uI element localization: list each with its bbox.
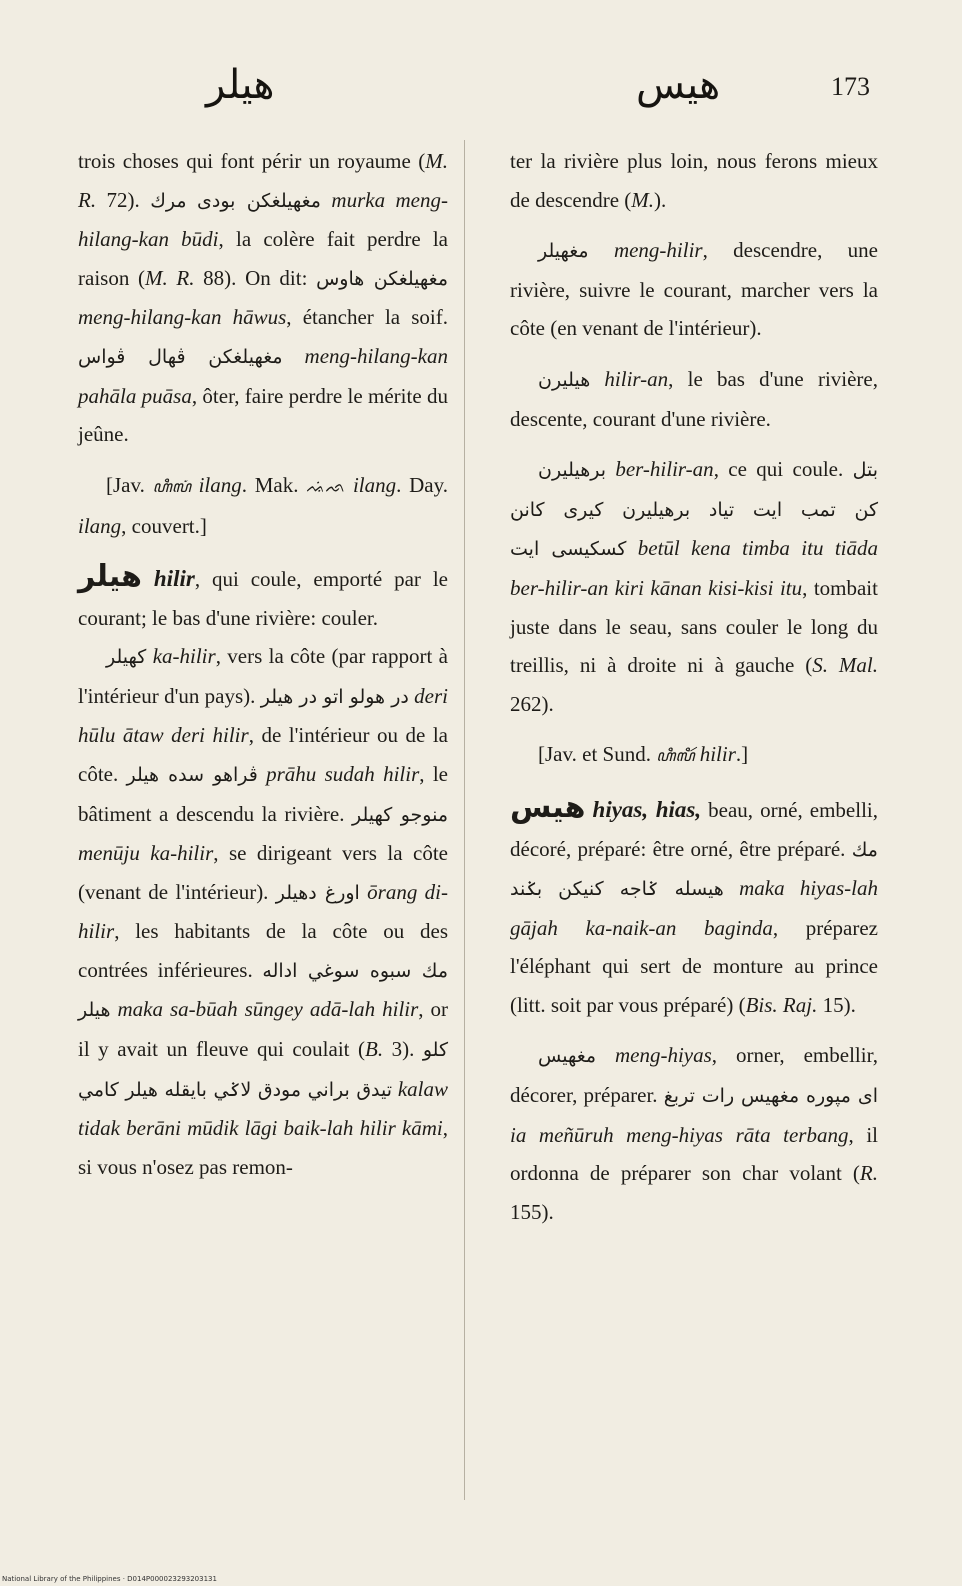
transliteration: ka-hilir (152, 644, 216, 669)
reference: M. (631, 187, 655, 212)
reference: R. (859, 1161, 878, 1186)
text: , les habitants de la côte ou des contrées inférieures. (78, 919, 448, 982)
text: beau, orné, embelli, décoré, préparé: être orné, être préparé. (510, 797, 878, 861)
arabic-script: بتل كن تمب ايت تياد برهيليرن كيرى كانن كسكيسى ايت (510, 459, 879, 561)
arabic-script: مك هيسله ݢاجه كنيكن بݢند (510, 838, 878, 901)
transliteration: maka sa-būah sūngey adā-lah hilir (117, 997, 419, 1022)
text: [Jav. et Sund. (538, 742, 657, 767)
transliteration: prāhu sudah hilir (266, 761, 420, 786)
text: , or il y avait un fleuve qui coulait ( (78, 997, 448, 1062)
transliteration: ilang (198, 472, 242, 497)
arabic-script: اى مپوره مغهيس رات تربغ (663, 1085, 878, 1108)
makassarese-script: ᨕᨗᨒ (306, 478, 346, 496)
reference: M. R. (145, 265, 195, 290)
reference: Bis. Raj. (745, 992, 818, 1017)
text: , de l'intérieur ou de la côte. (78, 723, 448, 786)
etymology-paragraph (510, 735, 878, 777)
transliteration: ber-hilir-an (615, 457, 714, 482)
transliteration: betūl kena timba itu tiāda ber-hilir-an kiri kānan kisi-kisi itu (510, 536, 878, 600)
transliteration: meng-hilang-kan hāwus (78, 305, 287, 330)
right-column (510, 142, 878, 1231)
entry-paragraph (510, 450, 878, 723)
headword: hiyas, hias, (592, 796, 702, 822)
entry-paragraph (510, 360, 878, 438)
arabic-script: مغهيلغكن ڤهال ڤواس (78, 345, 283, 368)
arabic-script: هيليرن (538, 368, 591, 391)
text: . Day. (396, 472, 448, 497)
arabic-script: اورغ دهيلر (275, 881, 360, 904)
transliteration: murka meng-hilang-kan būdi (78, 187, 448, 252)
arabic-script: مك سبوه سوغي اداله هيلر (78, 959, 448, 1022)
entry-paragraph (78, 637, 448, 1186)
transliteration: ilang (78, 514, 122, 539)
arabic-script: مغهيلغكن بودى (197, 189, 321, 212)
text: ter la rivière plus loin, nous ferons mieux de descendre ( (510, 149, 878, 212)
text: , si vous n'osez pas remon- (78, 1116, 448, 1179)
text: 72). (96, 187, 151, 212)
page-number: 173 (831, 72, 870, 101)
headword-arabic: هيس (510, 789, 586, 825)
arabic-script: مغهيس (538, 1045, 597, 1068)
text: , préparez l'éléphant qui sert de monture au prince (litt. soit par vous préparé) ( (510, 915, 878, 1017)
arabic-script: منوجو كهيلر (352, 803, 448, 826)
arabic-script: مغهيلر (538, 240, 589, 263)
javanese-script: ꦲꦶꦭꦶꦂ (656, 748, 695, 766)
transliteration: hilir-an (604, 366, 669, 391)
text: 3). (383, 1037, 423, 1062)
entry-paragraph (78, 142, 448, 454)
transliteration: meng-hiyas (614, 1043, 712, 1068)
arabic-script: كلو تيدق براني مودق لاݢي بايقله هيلر كامي (78, 1039, 448, 1101)
text: 88). On dit: (194, 265, 317, 290)
headword-arabic: هيلر (78, 558, 142, 594)
headword-entry (510, 789, 878, 1025)
transliteration: menūju ka-hilir (78, 841, 214, 866)
column-divider (464, 140, 465, 1500)
transliteration: maka hiyas-lah gājah ka-naik-an baginda (510, 876, 879, 940)
text: [Jav. (106, 472, 153, 497)
text: , tombait juste dans le seau, sans couler le long du treillis, ni à droite ni à gauche ( (510, 575, 878, 678)
text: , descendre, une rivière, suivre le courant, marcher vers la côte (en venant de l'intérieur). (510, 238, 878, 341)
transliteration: ia meñūruh meng-hiyas rāta terbang (510, 1122, 849, 1147)
text: , la colère fait perdre la raison ( (78, 227, 448, 290)
transliteration: kalaw tidak berāni mūdik lāgi baik-lah hilir kāmi (78, 1076, 448, 1141)
entry-paragraph (510, 142, 878, 219)
transliteration: deri hūlu ātaw deri hilir (78, 683, 448, 748)
transliteration: ilang (352, 472, 397, 497)
arabic-script: كهيلر (106, 646, 147, 669)
reference: S. Mal. (812, 653, 878, 678)
text: , orner, embellir, décorer, préparer. (510, 1043, 878, 1108)
arabic-script: برهيليرن (538, 459, 606, 482)
text: ). (654, 187, 667, 212)
text: , vers la côte (par rapport à l'intérieur d'un pays). (78, 644, 449, 708)
header-center-arabic: هيس (636, 62, 721, 108)
text: , il ordonna de préparer son char volant ( (510, 1122, 879, 1186)
entry-paragraph (510, 231, 878, 348)
transliteration: meng-hilang-kan pahāla puāsa (78, 343, 448, 408)
entry-paragraph (510, 1036, 878, 1231)
left-column (78, 142, 448, 1186)
scan-footer: National Library of the Philippines · D014P000023293203131 (2, 1575, 217, 1583)
arabic-script: مغهيلغكن هاوس (316, 267, 448, 290)
text: 262). (510, 691, 554, 716)
text: , qui coule, emporté par le courant; le bas d'une rivière: couler. (78, 566, 448, 630)
text: , ce qui coule. (713, 457, 853, 482)
transliteration: meng-hilir (613, 238, 703, 263)
reference: M. R. (78, 149, 448, 212)
text: 155). (510, 1199, 554, 1224)
text: . Mak. (241, 472, 307, 497)
text: 15). (817, 992, 856, 1017)
text: , le bas d'une rivière, descente, courant d'une rivière. (510, 366, 878, 431)
arabic-script: در هولو اتو در هيلر (260, 685, 409, 708)
text: , couvert.] (121, 514, 207, 539)
arabic-script: ڤراهو سده هيلر (126, 763, 258, 786)
text: .] (735, 742, 749, 767)
text: , ôter, faire perdre le mérite du jeûne. (78, 383, 448, 447)
headword-entry (78, 558, 448, 637)
text: , se dirigeant vers la côte (venant de l'intérieur). (78, 841, 449, 904)
arabic-script: مرك (150, 189, 187, 212)
header-left-arabic: هيلر (206, 62, 275, 108)
javanese-script: ꦲꦶꦭꦁ (152, 478, 191, 496)
text: , étancher la soif. (286, 305, 448, 330)
text: , le bâtiment a descendu la rivière. (78, 761, 448, 826)
transliteration: hilir (699, 742, 736, 767)
etymology-paragraph (78, 466, 448, 546)
headword: hilir (153, 565, 195, 591)
reference: B. (365, 1037, 384, 1062)
text: trois choses qui font périr un royaume ( (78, 149, 426, 173)
transliteration: ōrang di-hilir (78, 879, 448, 944)
